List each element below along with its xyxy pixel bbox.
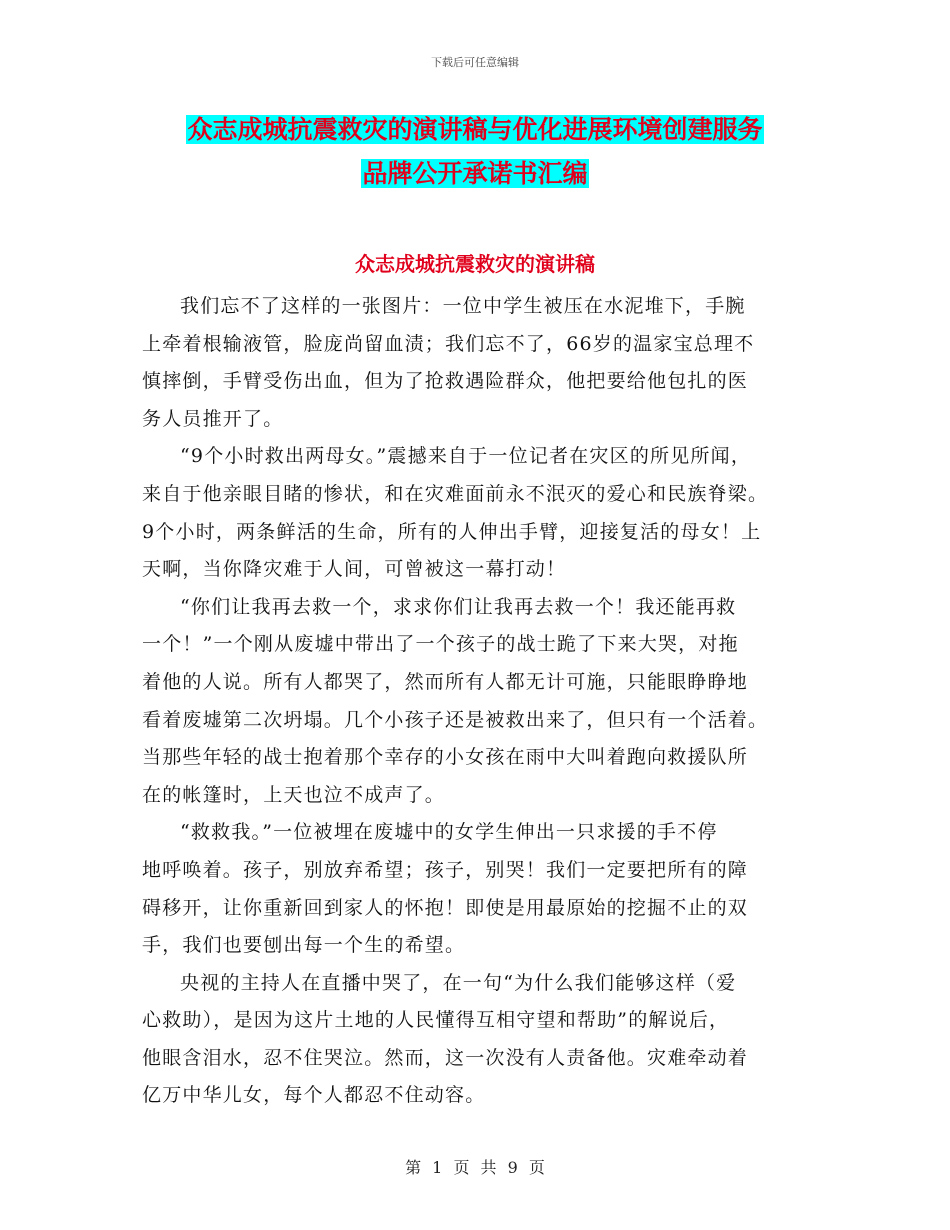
body-paragraph: 央视的主持人在直播中哭了，在一句“为什么我们能够这样（爱 心救助），是因为这片土地的人民懂得互相守望和帮助”的解说后， 他眼含泪水，忍不住哭泣。然而，这一次没有人责备他。灾难牵动着 亿万中华儿女，每个人都忍不住动容。 [142,971,749,1107]
section-title: 众志成城抗震救灾的演讲稿 [355,252,595,276]
page-header-note: 下载后可任意编辑 [431,56,519,69]
body-paragraph: “你们让我再去救一个，求求你们让我再去救一个！我还能再救 一个！”一个刚从废墟中带出了一个孩子的战士跪了下来大哭，对拖 着他的人说。所有人都哭了，然而所有人都无计可施，只能眼睁睁地 看着废墟第二次坍塌。几个小孩子还是被救出来了，但只有一个活着。 当那些年轻的战士抱着那个幸存的小女孩在雨中大叫着跑向救援队所 在的帐篷时，上天也泣不成声了。 [142,595,769,806]
title-line-1-text: 众志成城抗震救灾的演讲稿与优化进展环境创建服务 [187,115,763,144]
page-footer: 第 1 页 共 9 页 [405,1158,545,1177]
body-paragraph: “救救我。”一位被埋在废墟中的女学生伸出一只求援的手不停 地呼唤着。孩子，别放弃希望；孩子，别哭！我们一定要把所有的障 碍移开，让你重新回到家人的怀抱！即使是用最原始的挖掘不止的双 手，我们也要刨出每一个生的希望。 [142,821,749,957]
document-title-line-1 [0,108,950,152]
body-paragraph: 我们忘不了这样的一张图片：一位中学生被压在水泥堆下，手腕 上牵着根输液管，脸庞尚留血渍；我们忘不了，66岁的温家宝总理不 慎摔倒，手臂受伤出血，但为了抢救遇险群众，他把要给他包扎的医 务人员推开了。 [142,295,755,430]
document-body [142,288,822,1115]
body-paragraph: “9个小时救出两母女。”震撼来自于一位记者在灾区的所见所闻， 来自于他亲眼目睹的惨状，和在灾难面前永不泯灭的爱心和民族脊梁。 9个小时，两条鲜活的生命，所有的人伸出手臂，迎接复活的母女！上 天啊，当你降灾难于人间，可曾被这一幕打动！ [142,445,769,581]
document-title-line-2 [0,152,950,196]
title-line-2-text: 品牌公开承诺书汇编 [362,159,588,188]
